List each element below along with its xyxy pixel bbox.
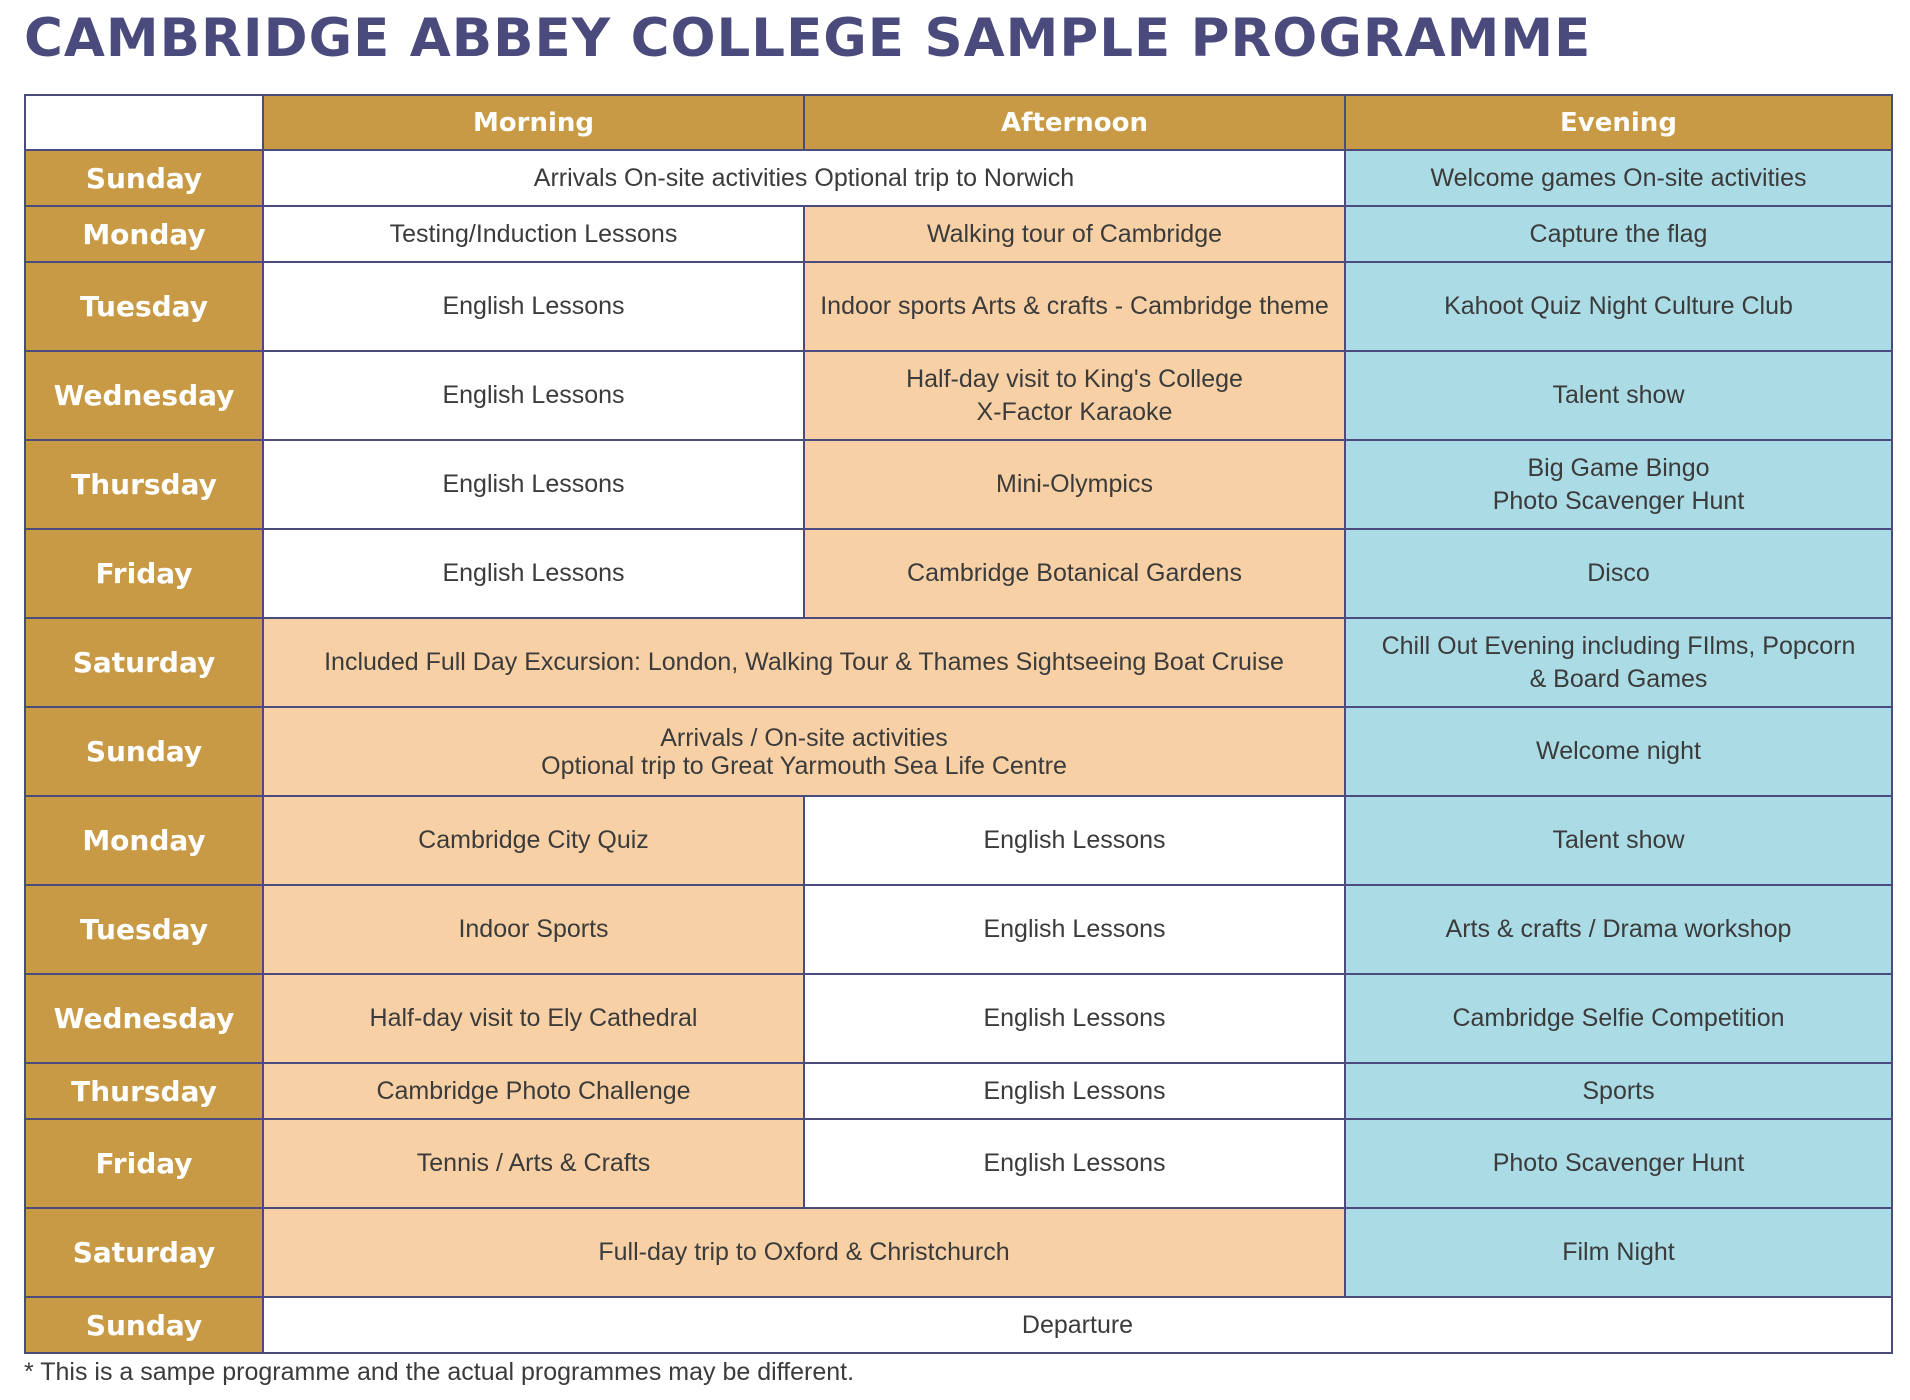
- table-row: [25, 618, 1892, 707]
- day-label: Sunday: [25, 707, 263, 796]
- evening-cell: Kahoot Quiz Night Culture Club: [1345, 262, 1892, 351]
- morning-cell: Testing/Induction Lessons: [263, 206, 804, 262]
- header-row: [25, 95, 1892, 150]
- table-row: [25, 796, 1892, 885]
- day-label: Thursday: [25, 440, 263, 529]
- table-row: [25, 440, 1892, 529]
- table-row: [25, 707, 1892, 796]
- afternoon-cell: Walking tour of Cambridge: [804, 206, 1345, 262]
- afternoon-cell: English Lessons: [804, 1119, 1345, 1208]
- evening-cell: Arts & crafts / Drama workshop: [1345, 885, 1892, 974]
- table-row: [25, 206, 1892, 262]
- afternoon-cell: Indoor sports Arts & crafts - Cambridge theme: [804, 262, 1345, 351]
- span-line-1: Arrivals / On-site activities: [660, 723, 948, 752]
- evening-cell: Talent show: [1345, 796, 1892, 885]
- day-label: Friday: [25, 529, 263, 618]
- morning-cell: Cambridge Photo Challenge: [263, 1063, 804, 1119]
- evening-cell: Photo Scavenger Hunt: [1345, 1119, 1892, 1208]
- table-row: [25, 1297, 1892, 1353]
- header-morning: Morning: [263, 95, 804, 150]
- afternoon-cell: English Lessons: [804, 885, 1345, 974]
- evening-cell: Film Night: [1345, 1208, 1892, 1297]
- afternoon-cell: Cambridge Botanical Gardens: [804, 529, 1345, 618]
- day-label: Saturday: [25, 1208, 263, 1297]
- afternoon-cell: [804, 351, 1345, 440]
- table-row: [25, 529, 1892, 618]
- evening-cell: Sports: [1345, 1063, 1892, 1119]
- day-label: Tuesday: [25, 262, 263, 351]
- morning-cell: English Lessons: [263, 440, 804, 529]
- afternoon-cell: English Lessons: [804, 796, 1345, 885]
- day-label: Monday: [25, 206, 263, 262]
- afternoon-cell: English Lessons: [804, 1063, 1345, 1119]
- afternoon-cell: Mini-Olympics: [804, 440, 1345, 529]
- table-row: [25, 885, 1892, 974]
- day-label: Sunday: [25, 150, 263, 206]
- table-row: [25, 1063, 1892, 1119]
- afternoon-line-2: X-Factor Karaoke: [976, 397, 1173, 426]
- header-corner: [25, 95, 263, 150]
- evening-cell: Welcome games On-site activities: [1345, 150, 1892, 206]
- evening-cell: Disco: [1345, 529, 1892, 618]
- table-row: [25, 974, 1892, 1063]
- table-row: [25, 1208, 1892, 1297]
- day-label: Monday: [25, 796, 263, 885]
- evening-line-1: Chill Out Evening including FIlms, Popcorn: [1381, 632, 1856, 660]
- programme-table: [24, 94, 1893, 1354]
- morning-cell: Half-day visit to Ely Cathedral: [263, 974, 804, 1063]
- morning-cell: English Lessons: [263, 262, 804, 351]
- table-row: [25, 150, 1892, 206]
- day-label: Friday: [25, 1119, 263, 1208]
- day-label: Wednesday: [25, 351, 263, 440]
- evening-cell: Talent show: [1345, 351, 1892, 440]
- day-label: Tuesday: [25, 885, 263, 974]
- evening-line-1: Big Game Bingo: [1527, 454, 1710, 482]
- morning-afternoon-cell: [263, 707, 1345, 796]
- evening-line-2: & Board Games: [1529, 664, 1708, 693]
- span-line-2: Optional trip to Great Yarmouth Sea Life Centre: [541, 751, 1067, 780]
- morning-afternoon-cell: Arrivals On-site activities Optional trip to Norwich: [263, 150, 1345, 206]
- morning-afternoon-cell: Included Full Day Excursion: London, Walking Tour & Thames Sightseeing Boat Cruise: [263, 618, 1345, 707]
- table-row: [25, 262, 1892, 351]
- morning-afternoon-cell: Full-day trip to Oxford & Christchurch: [263, 1208, 1345, 1297]
- evening-line-2: Photo Scavenger Hunt: [1492, 486, 1745, 515]
- table-row: [25, 351, 1892, 440]
- morning-cell: Indoor Sports: [263, 885, 804, 974]
- day-label: Saturday: [25, 618, 263, 707]
- evening-cell: [1345, 440, 1892, 529]
- morning-cell: English Lessons: [263, 529, 804, 618]
- evening-cell: Cambridge Selfie Competition: [1345, 974, 1892, 1063]
- page-title: CAMBRIDGE ABBEY COLLEGE SAMPLE PROGRAMME: [24, 8, 1592, 69]
- day-label: Sunday: [25, 1297, 263, 1353]
- full-day-cell: Departure: [263, 1297, 1892, 1353]
- day-label: Wednesday: [25, 974, 263, 1063]
- header-evening: Evening: [1345, 95, 1892, 150]
- evening-cell: Welcome night: [1345, 707, 1892, 796]
- day-label: Thursday: [25, 1063, 263, 1119]
- afternoon-cell: English Lessons: [804, 974, 1345, 1063]
- table-row: [25, 1119, 1892, 1208]
- morning-cell: English Lessons: [263, 351, 804, 440]
- morning-cell: Cambridge City Quiz: [263, 796, 804, 885]
- footnote: * This is a sampe programme and the actual programmes may be different.: [24, 1358, 855, 1386]
- afternoon-line-1: Half-day visit to King's College: [906, 365, 1243, 393]
- header-afternoon: Afternoon: [804, 95, 1345, 150]
- evening-cell: Capture the flag: [1345, 206, 1892, 262]
- evening-cell: [1345, 618, 1892, 707]
- morning-cell: Tennis / Arts & Crafts: [263, 1119, 804, 1208]
